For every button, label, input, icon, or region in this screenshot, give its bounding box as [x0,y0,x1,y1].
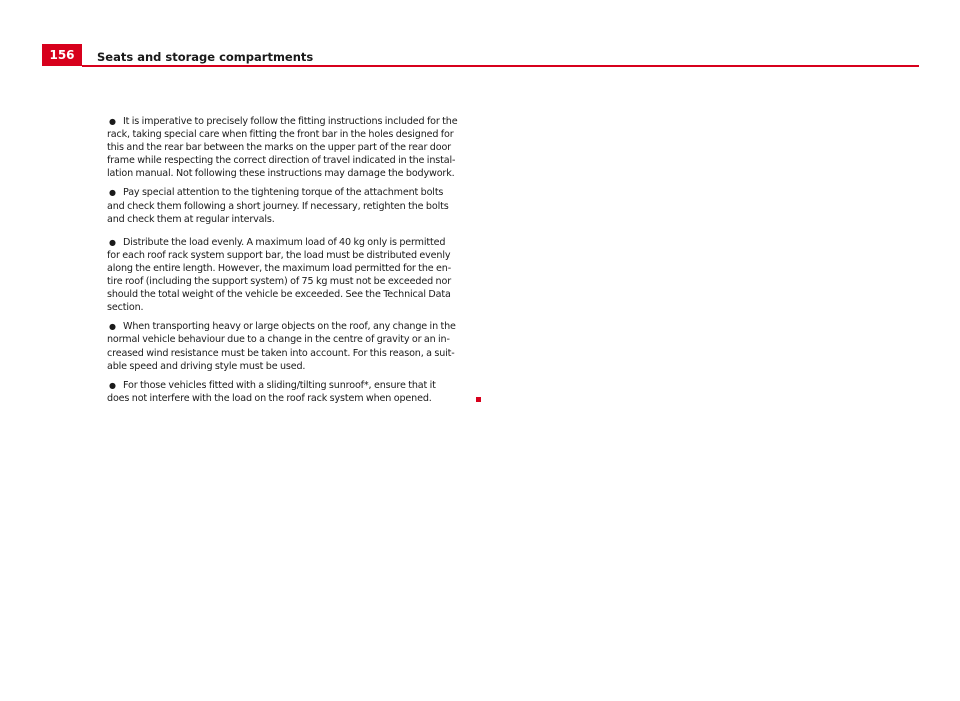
section-end-square-icon [476,397,481,402]
bullet-line: does not interfere with the load on the roof rack system when opened. [107,392,432,404]
section-title: Seats and storage compartments [97,50,314,64]
bullet-line: When transporting heavy or large objects on the roof, any change in the [123,321,456,333]
bullet-icon: ● [109,380,116,390]
bullet-item-sunroof [107,379,475,405]
bullet-line: section. [107,302,144,314]
bullet-icon: ● [109,117,116,126]
bullet-item-load-distribution [107,236,475,315]
bullet-line: It is imperative to precisely follow the fitting instructions included for the [123,116,458,127]
page-number: 156 [42,44,82,66]
header-divider [82,65,919,67]
bullet-item-tightening-torque [107,186,475,225]
bullet-line: frame while respecting the correct direction of travel indicated in the instal- [107,155,456,167]
bullet-icon: ● [109,188,116,198]
bullet-icon: ● [109,237,116,247]
warning-bullet-list [107,115,475,411]
bullet-item-heavy-objects [107,320,475,372]
bullet-line: and check them at regular intervals. [107,213,275,225]
bullet-line: for each roof rack system support bar, the load must be distributed evenly [107,249,451,261]
bullet-line: normal vehicle behaviour due to a change in the centre of gravity or an in- [107,334,450,346]
bullet-line: along the entire length. However, the maximum load permitted for the en- [107,262,452,274]
bullet-line: should the total weight of the vehicle be exceeded. See the Technical Data [107,289,451,301]
bullet-line: For those vehicles fitted with a sliding/tilting sunroof*, ensure that it [123,379,436,391]
bullet-line: and check them following a short journey. If necessary, retighten the bolts [107,200,449,212]
bullet-line: able speed and driving style must be used. [107,360,306,372]
bullet-line: this and the rear bar between the marks on the upper part of the rear door [107,142,451,154]
bullet-line: rack, taking special care when fitting the front bar in the holes designed for [107,129,454,141]
bullet-line: lation manual. Not following these instructions may damage the bodywork. [107,168,455,180]
bullet-line: Pay special attention to the tightening torque of the attachment bolts [123,187,444,199]
bullet-line: tire roof (including the support system) of 75 kg must not be exceeded nor [107,276,451,288]
bullet-item-fitting-instructions [107,115,475,180]
bullet-line: Distribute the load evenly. A maximum load of 40 kg only is permitted [123,236,446,248]
bullet-icon: ● [109,322,116,332]
bullet-line: creased wind resistance must be taken into account. For this reason, a suit- [107,347,455,359]
